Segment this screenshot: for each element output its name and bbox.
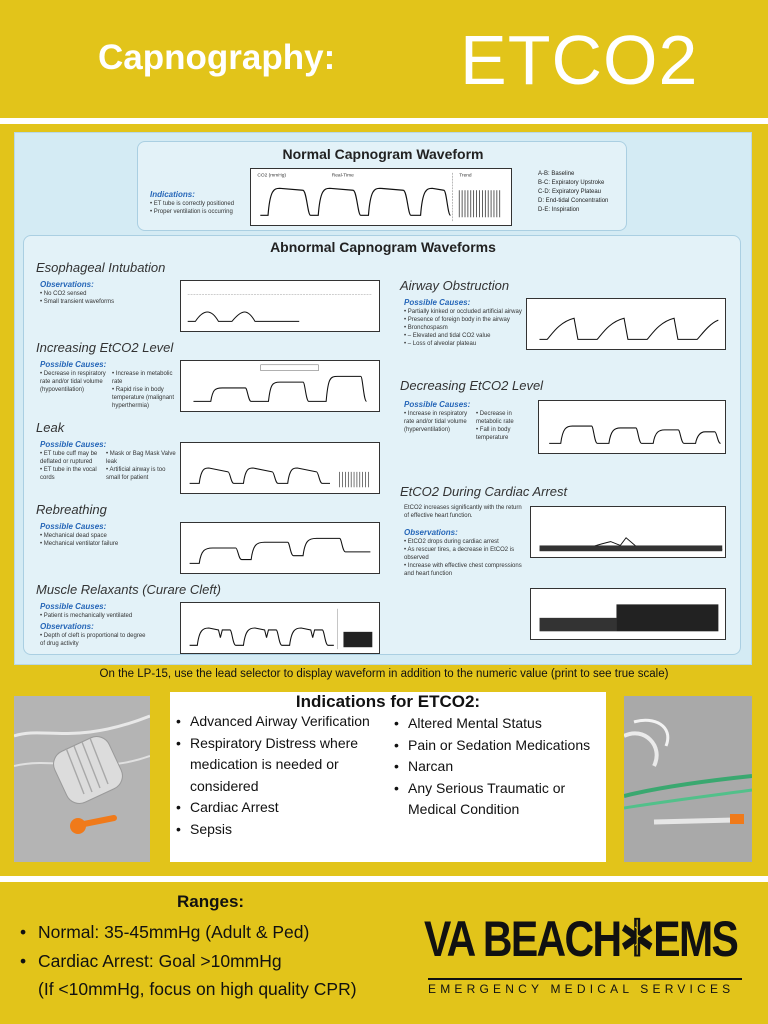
legend-item: A-B: Baseline: [538, 171, 575, 177]
leak-list-b: [106, 450, 178, 482]
list-item: • Increase in respiratory rate and/or tidal volume (hyperventilation): [404, 410, 474, 434]
etco2-heading: ETCO2: [460, 21, 699, 99]
normal-panel-title: Normal Capnogram Waveform: [282, 146, 484, 162]
list-item: • Mechanical ventilator failure: [40, 540, 170, 548]
abnormal-waveform-panel: [23, 235, 741, 655]
capnogram-poster: [14, 132, 752, 665]
list-item: • Mask or Bag Mask Valve leak: [106, 450, 178, 466]
wave-label: Trend: [459, 173, 472, 179]
list-item: • Small transient waveforms: [40, 298, 180, 306]
normal-waveform-chart: [250, 168, 512, 226]
decreasing-waveform: [538, 400, 726, 454]
list-item: • Patient is mechanically ventilated: [40, 612, 170, 620]
rebreathing-heading: Possible Causes:: [40, 522, 107, 531]
airway-waveform: [526, 298, 726, 350]
leak-heading: Possible Causes:: [40, 440, 107, 449]
muscle-list: [40, 612, 170, 620]
normal-indications-list: [150, 200, 250, 216]
normal-legend: [538, 170, 608, 215]
list-item: • Increase in metabolic rate: [112, 370, 180, 386]
indications-left-list: [176, 711, 382, 840]
airway-list: [404, 308, 524, 348]
ranges-note: (If <10mmHg, focus on high quality CPR): [38, 979, 357, 999]
cardiac-intro: EtCO2 increases significantly with the return of effective heart function.: [404, 505, 522, 519]
muscle-heading-2: Observations:: [40, 622, 94, 631]
leak-waveform: [180, 442, 380, 494]
wave-label: CO2 (mmHg): [257, 173, 287, 179]
legend-item: C-D: Expiratory Plateau: [538, 189, 602, 195]
logo-text-left: VA BEACH: [424, 911, 621, 967]
list-item: • Sepsis: [176, 819, 382, 841]
esophageal-list: [40, 290, 180, 306]
rebreathing-title: Rebreathing: [36, 502, 107, 517]
footer-band: [0, 882, 768, 1024]
airway-heading: Possible Causes:: [404, 298, 471, 307]
list-item: • Advanced Airway Verification: [176, 711, 382, 733]
legend-item: B-C: Expiratory Upstroke: [538, 180, 605, 186]
list-item: • Rapid rise in body temperature (malignant hyperthermia): [112, 386, 180, 410]
leak-list-a: [40, 450, 100, 482]
cardiac-heading: Observations:: [404, 528, 458, 537]
list-item: • Cardiac Arrest: [176, 797, 382, 819]
list-item: • Presence of foreign body in the airway: [404, 316, 524, 324]
cardiac-waveform-1: [530, 506, 726, 558]
decreasing-list-a: [404, 410, 474, 434]
normal-indications-heading: Indications:: [150, 190, 195, 199]
list-item: • Artificial airway is too small for patient: [106, 466, 178, 482]
legend-item: D: End-tidal Concentration: [538, 198, 609, 204]
list-item: • Partially kinked or occluded artificial airway: [404, 308, 524, 316]
abnormal-panel-title: Abnormal Capnogram Waveforms: [270, 239, 496, 255]
logo-text-right: EMS: [653, 911, 738, 967]
list-item: • Depth of cleft is proportional to degree of drug activity: [40, 632, 150, 648]
indications-right-list: [394, 713, 600, 821]
list-item: • EtCO2 drops during cardiac arrest: [404, 538, 524, 546]
list-item: • Proper ventilation is occurring: [150, 208, 250, 216]
va-beach-ems-logo: [424, 910, 742, 1006]
list-item: • Pain or Sedation Medications: [394, 735, 600, 757]
logo-wordmark: [424, 910, 737, 968]
ranges-normal: • Normal: 35-45mmHg (Adult & Ped): [20, 918, 357, 947]
list-item: • – Elevated and tidal CO2 value: [404, 332, 524, 340]
star-of-life-icon: [620, 910, 653, 960]
normal-waveform-svg: [251, 169, 511, 225]
nasal-cannula-photo: [624, 696, 752, 862]
list-item: • ET tube in the vocal cords: [40, 466, 100, 482]
list-item: • Mechanical dead space: [40, 532, 170, 540]
increasing-title: Increasing EtCO2 Level: [36, 340, 174, 355]
lp15-caption: On the LP-15, use the lead selector to display waveform in addition to the numeric value (print to see true scale): [99, 668, 669, 680]
decreasing-heading: Possible Causes:: [404, 400, 471, 409]
wave-label: Real-Time: [331, 173, 354, 179]
header-banner: [0, 0, 768, 118]
list-item: • Fall in body temperature: [476, 426, 536, 442]
list-item: • ET tube is correctly positioned: [150, 200, 250, 208]
logo-tagline: EMERGENCY MEDICAL SERVICES: [428, 978, 742, 996]
ranges-list: [20, 918, 357, 1004]
list-item: • – Loss of alveolar plateau: [404, 340, 524, 348]
muscle-title: Muscle Relaxants (Curare Cleft): [36, 582, 221, 597]
list-item: • Decrease in metabolic rate: [476, 410, 536, 426]
list-item: • Narcan: [394, 756, 600, 778]
increasing-waveform: [180, 360, 380, 412]
list-item: • Decrease in respiratory rate and/or tidal volume (hypoventilation): [40, 370, 106, 394]
list-item: • No CO2 sensed: [40, 290, 180, 298]
ranges-arrest: • Cardiac Arrest: Goal >10mmHg: [20, 947, 357, 976]
cardiac-title: EtCO2 During Cardiac Arrest: [400, 484, 568, 499]
increasing-list-a: [40, 370, 106, 394]
cardiac-waveform-2: [530, 588, 726, 640]
page-title: Capnography:: [98, 38, 336, 77]
ranges-title: Ranges:: [177, 892, 245, 911]
esophageal-waveform: [180, 280, 380, 332]
decreasing-list-b: [476, 410, 536, 442]
list-item: • Increase with effective chest compressions and heart function: [404, 562, 524, 578]
airway-title: Airway Obstruction: [400, 278, 510, 293]
muscle-waveform: [180, 602, 380, 654]
legend-item: D-E: Inspiration: [538, 207, 580, 213]
muscle-list-2: [40, 632, 150, 648]
rebreathing-list: [40, 532, 170, 548]
cardiac-list: [404, 538, 524, 578]
increasing-list-b: [112, 370, 180, 410]
rebreathing-waveform: [180, 522, 380, 574]
normal-waveform-panel: [137, 141, 627, 231]
list-item: • Any Serious Traumatic or Medical Condition: [394, 778, 600, 821]
leak-title: Leak: [36, 420, 65, 435]
muscle-heading: Possible Causes:: [40, 602, 107, 611]
esophageal-title: Esophageal Intubation: [36, 260, 166, 275]
list-item: • As rescuer tires, a decrease in EtCO2 is observed: [404, 546, 524, 562]
increasing-heading: Possible Causes:: [40, 360, 107, 369]
list-item: • Respiratory Distress where medication is needed or considered: [176, 733, 382, 798]
indications-box: [170, 692, 606, 862]
indications-title: Indications for ETCO2:: [295, 692, 481, 711]
list-item: • Altered Mental Status: [394, 713, 600, 735]
esophageal-heading: Observations:: [40, 280, 94, 289]
etco2-adapter-photo: [14, 696, 150, 862]
decreasing-title: Decreasing EtCO2 Level: [400, 378, 544, 393]
list-item: • Bronchospasm: [404, 324, 524, 332]
list-item: • ET tube cuff may be deflated or ruptured: [40, 450, 100, 466]
